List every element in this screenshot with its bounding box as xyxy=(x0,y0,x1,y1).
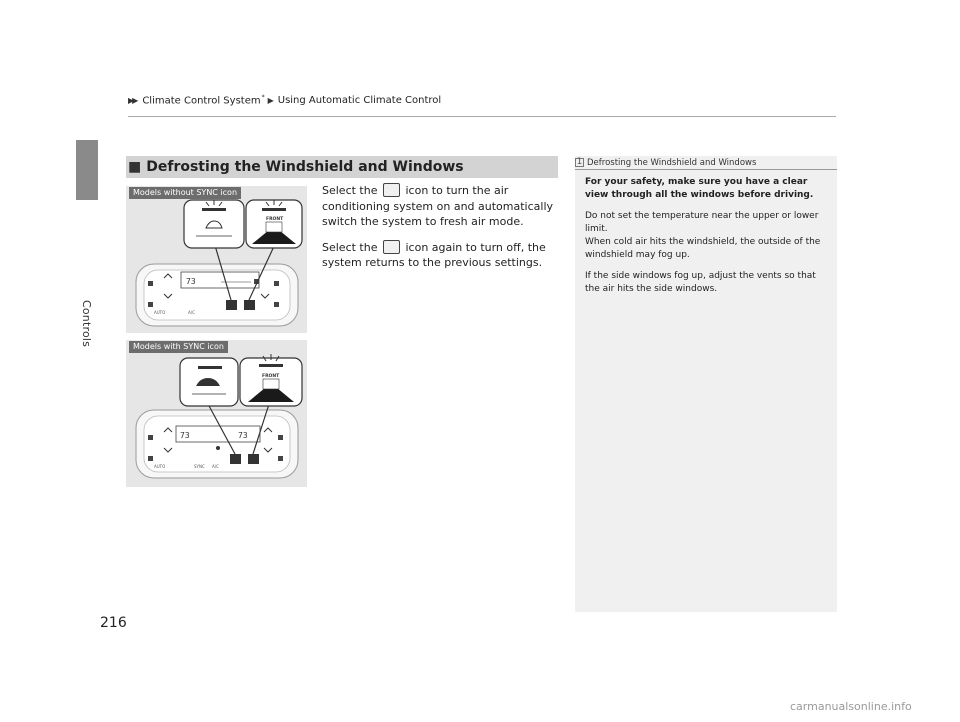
figure-label: Models without SYNC icon xyxy=(129,187,241,199)
front-defrost-icon xyxy=(383,240,400,254)
svg-text:A/C: A/C xyxy=(212,464,219,469)
instruction-paragraph-2: Select the icon again to turn off, the system returns to the previous settings. xyxy=(322,240,546,269)
page-number: 216 xyxy=(100,615,127,631)
svg-text:73: 73 xyxy=(186,277,196,286)
figure-label: Models with SYNC icon xyxy=(129,341,228,353)
section-heading xyxy=(126,156,558,178)
svg-text:AUTO: AUTO xyxy=(154,464,166,469)
body-text xyxy=(322,183,558,281)
chapter-tab xyxy=(76,140,98,200)
safety-warning-text: For your safety, make sure you have a clear view through all the windows before driving. xyxy=(585,177,814,200)
breadcrumb-arrow-icon: ▶▶ xyxy=(128,95,137,105)
side-note-title: Defrosting the Windshield and Windows xyxy=(587,157,757,168)
breadcrumb-link-automatic[interactable]: Using Automatic Climate Control xyxy=(277,94,442,106)
side-note-panel xyxy=(575,156,837,612)
breadcrumb-link-climate-control[interactable]: Climate Control System* xyxy=(142,94,265,107)
section-square-icon: ■ xyxy=(128,159,142,175)
note-paragraph: Do not set the temperature near the upper or lower limit. When cold air hits the windshield, the outside of the windshield may fog up. xyxy=(585,211,821,260)
svg-text:FRONT: FRONT xyxy=(266,217,284,222)
header-divider xyxy=(128,116,836,117)
svg-text:SYNC: SYNC xyxy=(194,464,205,469)
climate-panel-sync-illustration xyxy=(126,340,307,487)
figure-without-sync xyxy=(126,186,307,333)
note-reference-icon: 1 xyxy=(576,157,583,167)
svg-text:73: 73 xyxy=(238,431,248,440)
side-note-header xyxy=(575,156,837,170)
note-paragraph: If the side windows fog up, adjust the vents so that the air hits the side windows. xyxy=(585,271,816,294)
side-note-body xyxy=(585,176,829,304)
front-defrost-icon xyxy=(383,183,400,197)
climate-panel-illustration xyxy=(126,186,307,333)
svg-text:FRONT: FRONT xyxy=(262,374,280,379)
svg-text:73: 73 xyxy=(180,431,190,440)
figure-with-sync xyxy=(126,340,307,487)
instruction-paragraph-1: Select the icon to turn the air conditioning system on and automatically switch the system to fresh air mode. xyxy=(322,184,554,228)
breadcrumb-separator-icon: ▶ xyxy=(267,95,272,105)
svg-text:A/C: A/C xyxy=(188,310,195,315)
section-title: Defrosting the Windshield and Windows xyxy=(146,159,464,175)
chapter-label: Controls xyxy=(80,300,93,348)
svg-text:AUTO: AUTO xyxy=(154,310,166,315)
breadcrumb xyxy=(128,94,441,106)
watermark: carmanualsonline.info xyxy=(790,700,912,713)
